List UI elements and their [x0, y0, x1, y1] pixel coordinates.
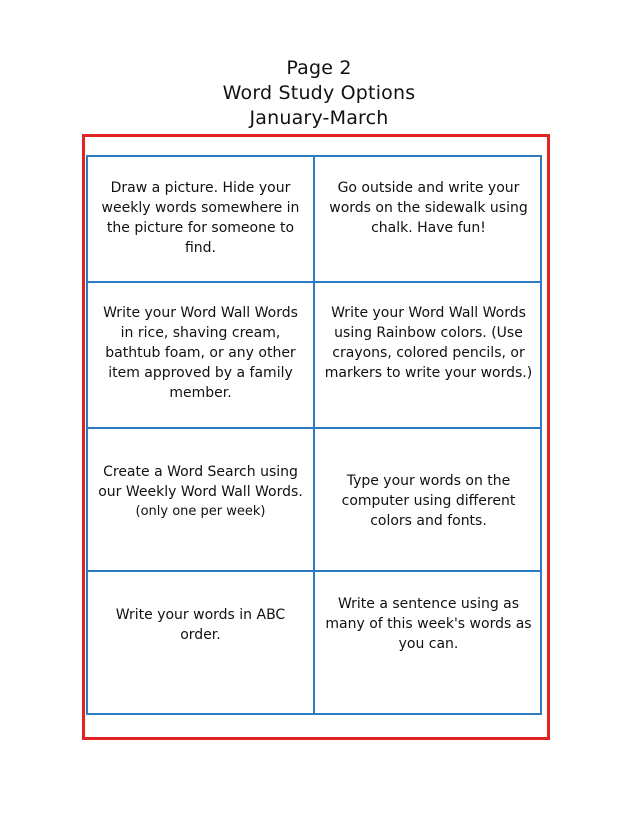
option-cell-6: [315, 429, 542, 572]
option-note-5: (only one per week): [135, 504, 266, 519]
option-text-1: Draw a picture. Hide your weekly words somewhere in the picture for someone to find.: [101, 180, 300, 256]
option-text-2: Go outside and write your words on the sidewalk using chalk. Have fun!: [329, 180, 528, 236]
option-cell-2: [315, 157, 542, 283]
option-cell-3: [88, 283, 315, 429]
option-cell-5: [88, 429, 315, 572]
option-text-4: Write your Word Wall Words using Rainbow colors. (Use crayons, colored pencils, or markers to write your words.): [324, 305, 533, 381]
options-grid: [86, 155, 542, 715]
option-text-7: Write your words in ABC order.: [115, 607, 286, 643]
option-cell-8: [315, 572, 542, 713]
option-cell-1: [88, 157, 315, 283]
page-number: Page 2: [286, 57, 352, 79]
page-period: January-March: [249, 107, 389, 129]
option-text-8: Write a sentence using as many of this week's words as you can.: [325, 596, 532, 652]
option-text-6: Type your words on the computer using different colors and fonts.: [341, 473, 516, 529]
option-cell-7: [88, 572, 315, 713]
option-content-5: [98, 462, 303, 522]
option-text-5: Create a Word Search using our Weekly Word Wall Words.: [98, 464, 303, 500]
option-cell-4: [315, 283, 542, 429]
page-title: Word Study Options: [222, 82, 416, 104]
option-text-3: Write your Word Wall Words in rice, shaving cream, bathtub foam, or any other item approved by a family member.: [103, 305, 298, 401]
page-header: [0, 56, 638, 131]
